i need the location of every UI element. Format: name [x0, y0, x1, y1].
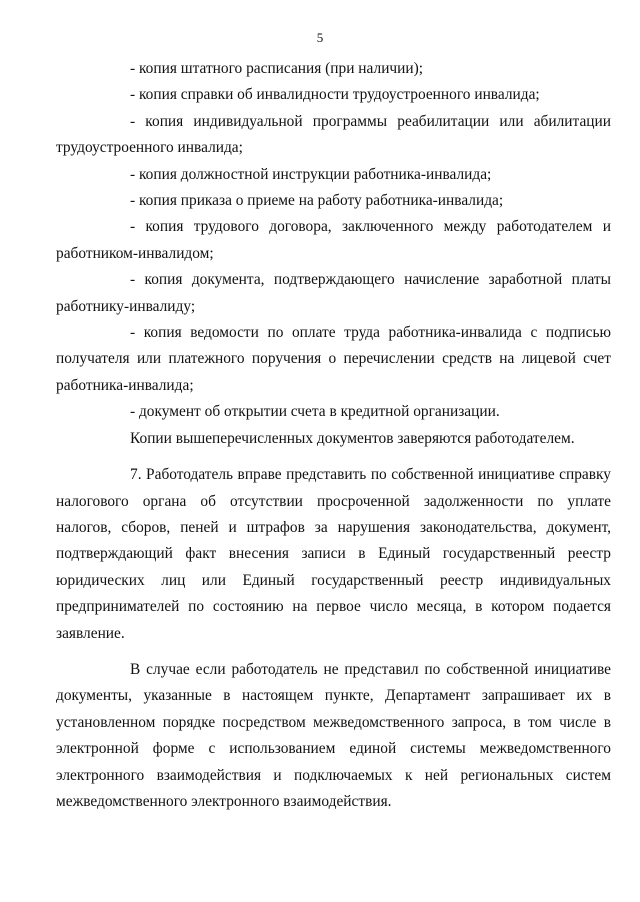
list-item — [56, 320, 611, 399]
paragraph-line: - документ об открытии счета в кредитной организации. — [130, 403, 500, 421]
certification-note — [93, 426, 611, 452]
paragraph-line: налогового органа об отсутствии просроченной задолженности по уплате — [56, 492, 611, 510]
paragraph-line: Копии вышеперечисленных документов заверяются работодателем. — [130, 429, 575, 447]
paragraph-line: - копия справки об инвалидности трудоустроенного инвалида; — [130, 86, 540, 104]
paragraph-line: налогов, сборов, пеней и штрафов за нарушения законодательства, документ, — [56, 518, 611, 536]
paragraph-line: получателя или платежного поручения о перечислении средств на лицевой счет — [56, 350, 611, 368]
list-item — [93, 188, 611, 214]
paragraph-line: работнику-инвалиду; — [56, 297, 196, 315]
point-7-paragraph — [56, 462, 611, 647]
paragraph-line: - копия приказа о приеме на работу работника-инвалида; — [130, 192, 504, 210]
closing-paragraph — [56, 657, 611, 815]
document-body — [56, 56, 611, 815]
list-item — [93, 82, 611, 108]
list-item — [93, 56, 611, 82]
list-item — [93, 399, 611, 425]
paragraph-line: подтверждающий факт внесения записи в Единый государственный реестр — [56, 545, 611, 563]
paragraph-line: - копия трудового договора, заключенного между работодателем и — [130, 218, 611, 236]
paragraph-line: работника-инвалида; — [56, 376, 194, 394]
paragraph-line: юридических лиц или Единый государственный реестр индивидуальных — [56, 571, 611, 589]
paragraph-line: электронного взаимодействия и подключаемых к ней региональных систем — [56, 766, 611, 784]
paragraph-line: документы, указанные в настоящем пункте, Департамент запрашивает их в — [56, 687, 611, 705]
list-item — [56, 214, 611, 267]
paragraph-line: предпринимателей по состоянию на первое число месяца, в котором подается — [56, 598, 611, 616]
paragraph-line: электронной форме с использованием единой системы межведомственного — [56, 740, 611, 758]
paragraph-line: - копия должностной инструкции работника-инвалида; — [130, 165, 492, 183]
paragraph-line: В случае если работодатель не представил по собственной инициативе — [130, 660, 611, 678]
paragraph-line: межведомственного электронного взаимодействия. — [56, 792, 392, 810]
paragraph-line: - копия ведомости по оплате труда работника-инвалида с подписью — [130, 324, 611, 342]
list-item — [93, 162, 611, 188]
list-item — [56, 109, 611, 162]
list-item — [56, 267, 611, 320]
paragraph-line: - копия штатного расписания (при наличии); — [130, 60, 424, 77]
paragraph-line: 7. Работодатель вправе представить по собственной инициативе справку — [130, 466, 611, 484]
paragraph-line: - копия документа, подтверждающего начисление заработной платы — [130, 271, 611, 289]
paragraph-line: трудоустроенного инвалида; — [56, 139, 243, 157]
page-number: 5 — [316, 30, 324, 45]
paragraph-line: - копия индивидуальной программы реабилитации или абилитации — [130, 112, 611, 130]
paragraph-line: работником-инвалидом; — [56, 244, 214, 262]
paragraph-line: установленном порядке посредством межведомственного запроса, в том числе в — [56, 713, 611, 731]
paragraph-line: заявление. — [56, 624, 125, 642]
